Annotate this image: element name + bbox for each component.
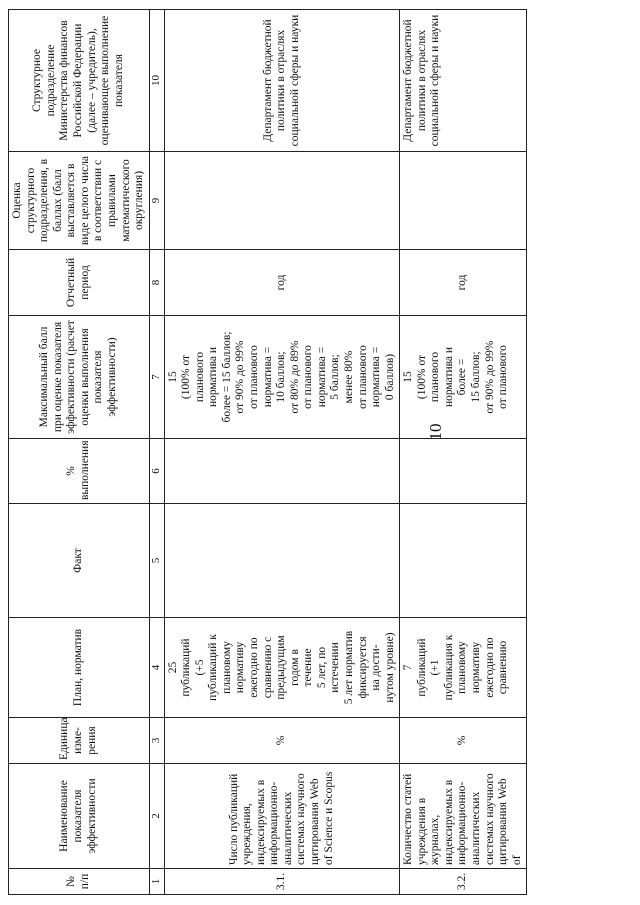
header-department: Структурное подразделение Министерства финансов Российской Федерации (далее – учредитель), оценивающее выполнение показателя	[9, 10, 150, 152]
header-row	[9, 10, 150, 895]
indicator-name: Число публикаций учреждения, индексируемых в информационно-аналитических системах научного цитирования Web of Science и Scopus	[164, 764, 400, 869]
score-cell	[164, 152, 400, 250]
percent-cell	[164, 439, 400, 504]
fact-cell	[164, 504, 400, 618]
page-number: 10	[426, 423, 445, 441]
plan-cell: 25 публикаций (+5 публикаций к плановому нормативу ежегодно по сравнению с предыдущим годом в течение 5 лет, по истечении 5 лет норматив фиксируется на дости- нутом уровне)	[164, 618, 400, 718]
col-number: 8	[149, 250, 164, 316]
col-number: 9	[149, 152, 164, 250]
score-cell	[400, 152, 527, 250]
header-fact: Факт	[9, 504, 150, 618]
col-number: 2	[149, 764, 164, 869]
percent-cell	[400, 439, 527, 504]
fact-cell	[400, 504, 527, 618]
max-score-cell: 15 (100% от планового норматива и более = 15 баллов; от 90% до 99% от планового	[400, 316, 527, 439]
header-score: Оценка структурного подразделения, в баллах (балл выставляется в виде целого числа в соответствии с правилами математического округления)	[9, 152, 150, 250]
department-cell: Департамент бюджетной политики в отраслях социальной сферы и науки	[400, 10, 527, 152]
col-number: 5	[149, 504, 164, 618]
col-number: 1	[149, 869, 164, 895]
unit-cell: %	[400, 718, 527, 764]
table-row	[164, 10, 400, 895]
row-number: 3.1.	[164, 869, 400, 895]
col-number: 10	[149, 10, 164, 152]
unit-cell: %	[164, 718, 400, 764]
document-sheet	[8, 10, 523, 895]
period-cell: год	[164, 250, 400, 316]
max-score-cell: 15 (100% от планового норматива и более = 15 баллов; от 90% до 99% от планового норматива = 10 баллов; от 80% до 89% от планового норматива = 5 баллов; менее 80% от планового норматива = 0 баллов)	[164, 316, 400, 439]
header-name: Наименование показателя эффективности	[9, 764, 150, 869]
col-number: 3	[149, 718, 164, 764]
header-unit: Единица изме-рения	[9, 718, 150, 764]
column-number-row	[149, 10, 164, 895]
col-number: 4	[149, 618, 164, 718]
header-max-score: Максимальный балл при оценке показателя эффективности (расчет оценки выполнения показателя эффективности)	[9, 316, 150, 439]
header-period: Отчетный период	[9, 250, 150, 316]
department-cell: Департамент бюджетной политики в отраслях социальной сферы и науки	[164, 10, 400, 152]
indicator-name: Количество статей учреждения в журналах, индексируемых в информационно-аналитических системах научного цитирования Web of	[400, 764, 527, 869]
header-percent: % выполнения	[9, 439, 150, 504]
header-plan: План, норматив	[9, 618, 150, 718]
row-number: 3.2.	[400, 869, 527, 895]
efficiency-indicators-table	[8, 9, 527, 895]
header-num: № п/п	[9, 869, 150, 895]
plan-cell: 7 публикаций (+1 публикация к плановому нормативу ежегодно по сравнению	[400, 618, 527, 718]
col-number: 6	[149, 439, 164, 504]
table-row	[400, 10, 527, 895]
col-number: 7	[149, 316, 164, 439]
period-cell: год	[400, 250, 527, 316]
